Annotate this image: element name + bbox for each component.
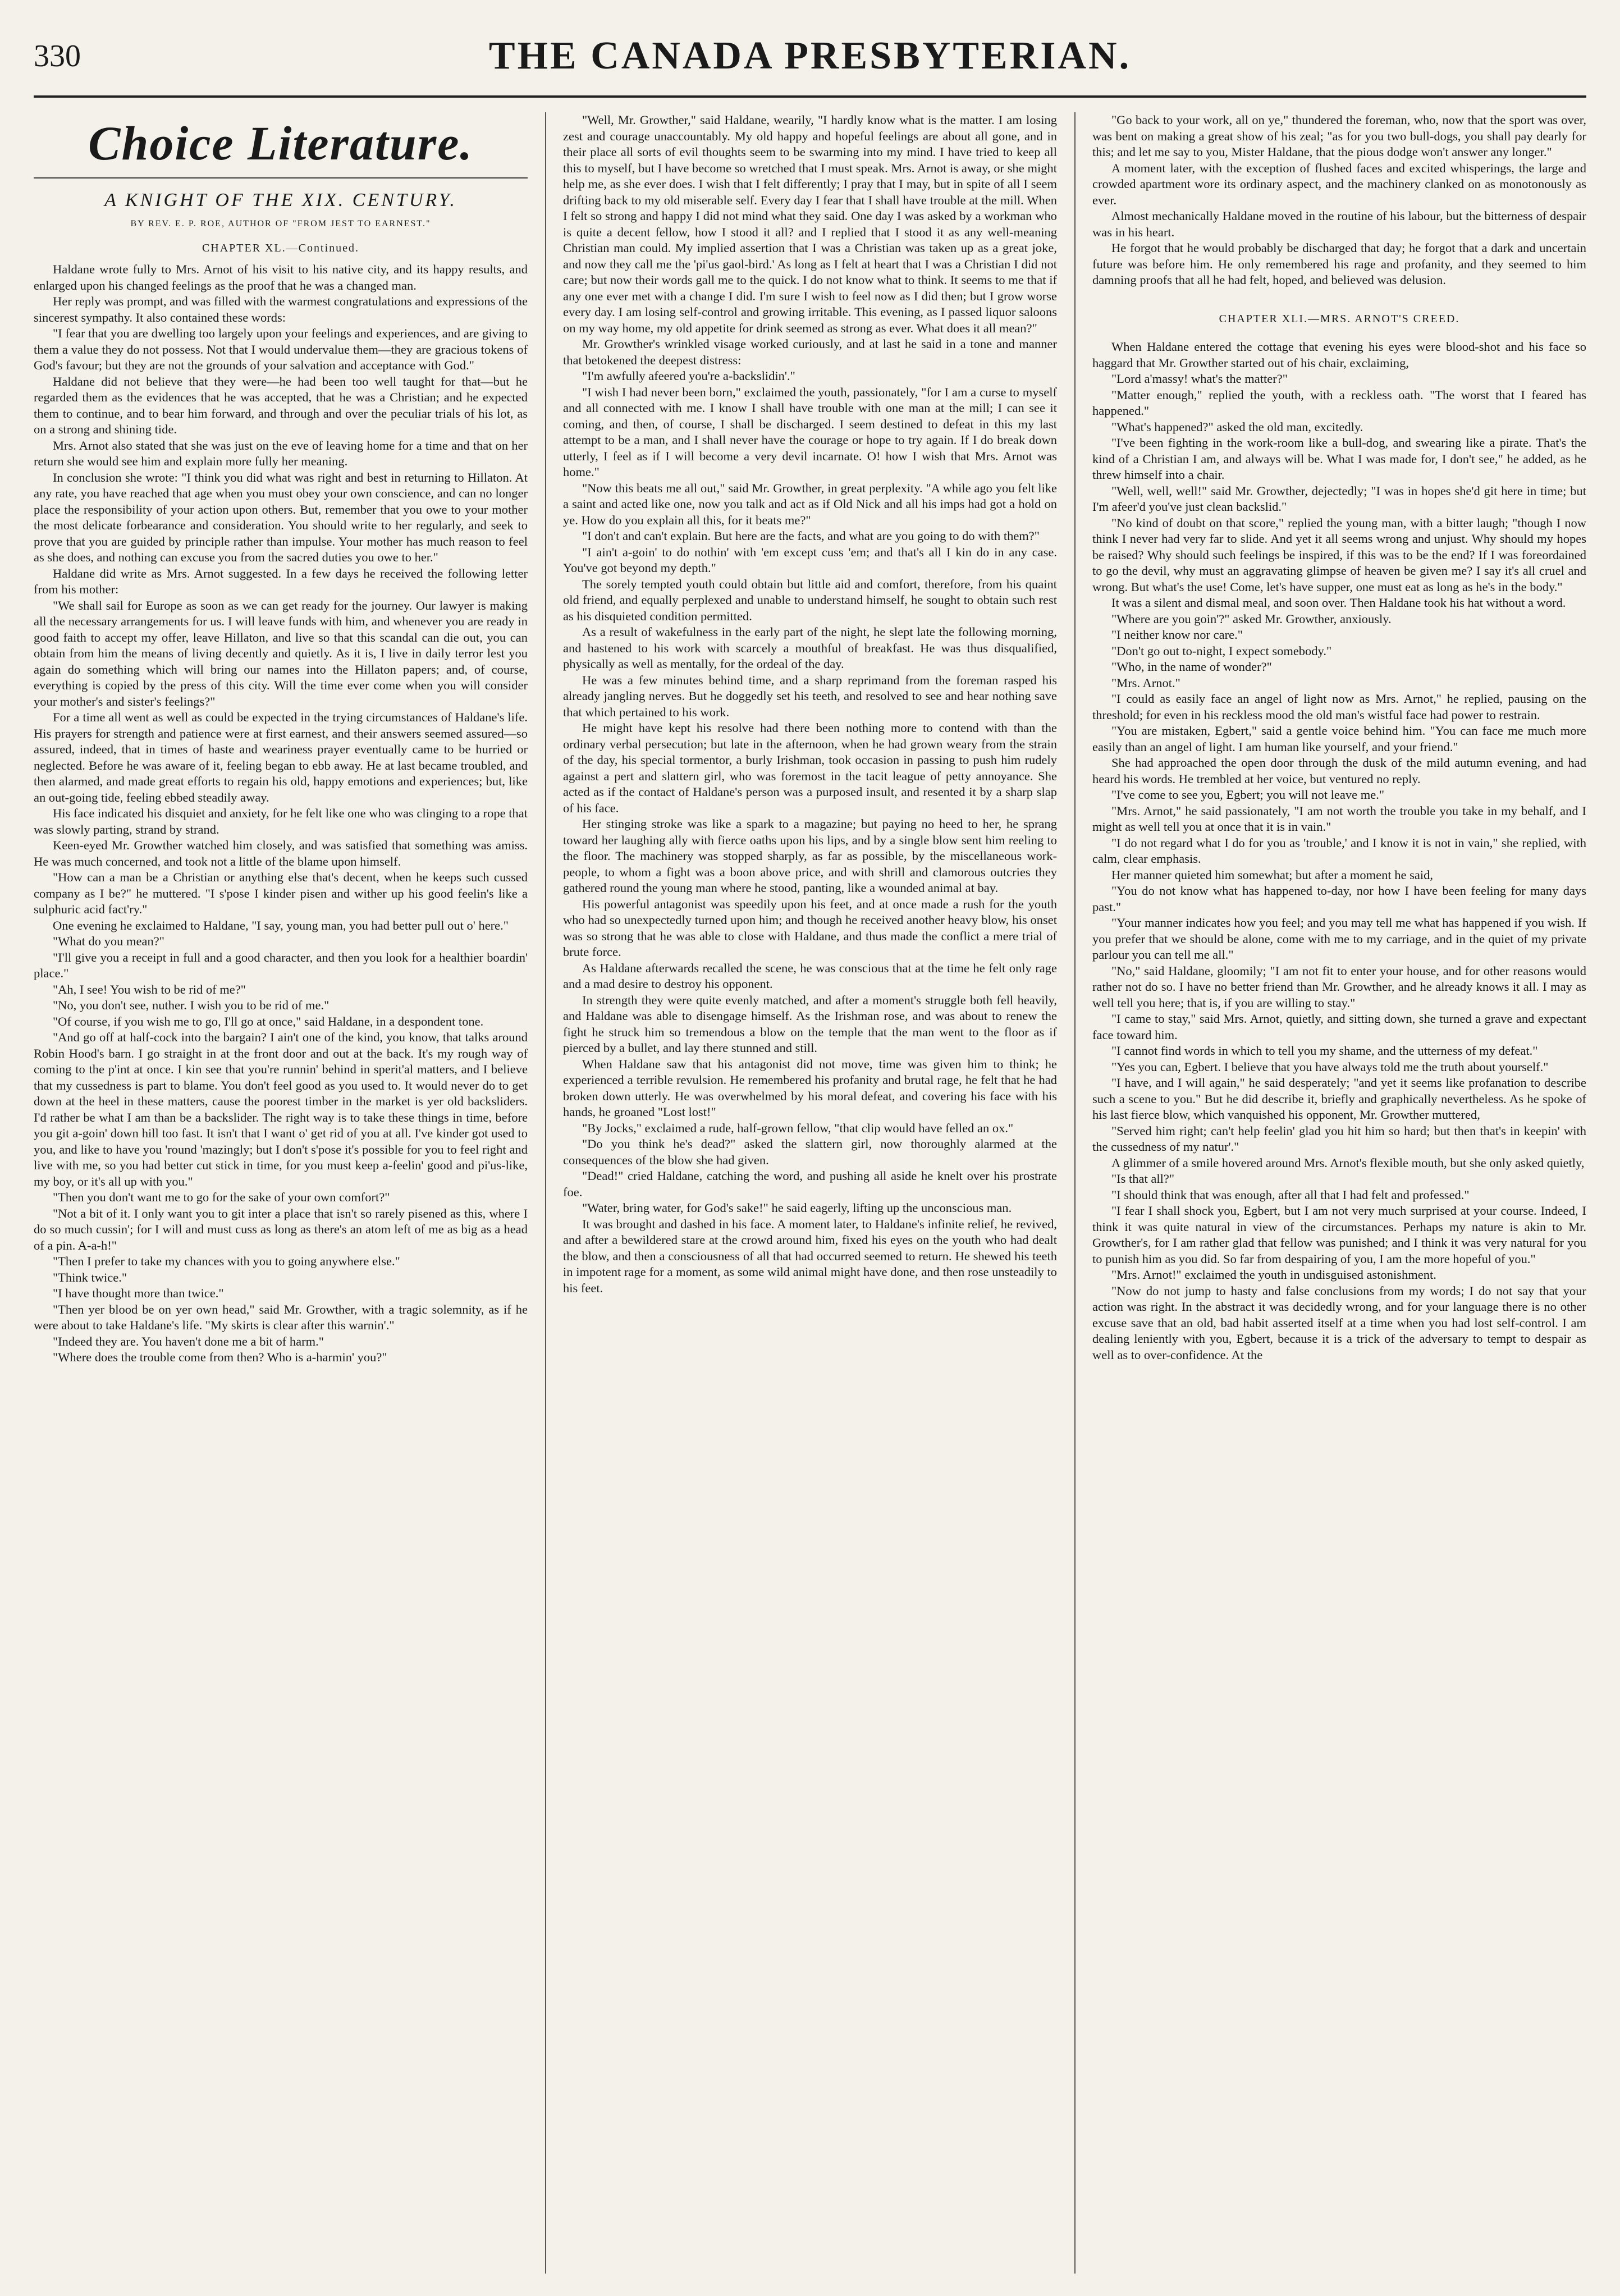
paragraph: Haldane did write as Mrs. Arnot suggested. In a few days he received the following letter from his mother: [34, 566, 528, 596]
paragraph: A glimmer of a smile hovered around Mrs. Arnot's flexible mouth, but she only asked quietly, [1111, 1155, 1585, 1170]
paragraph: A moment later, with the exception of flushed faces and excited whisperings, the large and crowded apartment wore its ordinary aspect, and the machinery clanked on as monotonously as ever. [1092, 161, 1586, 207]
paragraph: The sorely tempted youth could obtain but little aid and comfort, therefore, from his quaint old friend, and equally perplexed and unable to understand himself, he sought to obtain such rest as his disquieted condition permitted. [563, 577, 1057, 623]
paragraph: It was a silent and dismal meal, and soon over. Then Haldane took his hat without a word. [1111, 596, 1566, 610]
paragraph: His face indicated his disquiet and anxiety, for he felt like one who was clinging to a rope that was slowly parting, strand by strand. [34, 806, 528, 836]
paragraph: "Do you think he's dead?" asked the slattern girl, now thoroughly alarmed at the consequences of the blow she had given. [563, 1137, 1057, 1167]
column-3-body-bottom [1092, 339, 1586, 1363]
page-number: 330 [34, 39, 81, 74]
paragraph: Almost mechanically Haldane moved in the routine of his labour, but the bitterness of despair was in his heart. [1092, 209, 1586, 239]
paragraph: "Mrs. Arnot!" exclaimed the youth in undisguised astonishment. [1111, 1268, 1436, 1282]
paragraph: "I've come to see you, Egbert; you will not leave me." [1111, 788, 1385, 802]
paragraph: "No," said Haldane, gloomily; "I am not fit to enter your house, and for other reasons would rather not do so. I have no better friend than Mr. Growther, and he already knows it all. I may as well tell you here; that is, if you are willing to stay." [1092, 963, 1586, 1010]
paragraph: "Then I prefer to take my chances with you to going anywhere else." [53, 1254, 400, 1268]
column-1-body [34, 262, 528, 1366]
story-title: A KNIGHT OF THE XIX. CENTURY. [104, 190, 457, 211]
paragraph: Haldane wrote fully to Mrs. Arnot of his visit to his native city, and its happy results, and enlarged upon his changed feelings as the proof that he was a changed man. [34, 262, 528, 292]
paragraph: He might have kept his resolve had there been nothing more to contend with than the ordinary verbal persecution; but late in the afternoon, when he had grown weary from the strain of the day, his special tormentor, a burly Irishman, took occasion in passing to push him rudely against a pert and slattern girl, who was foremost in the tacit league of petty annoyance. She acted as if the contact of Haldane's person was a purposed insult, and resented it by a sharp slap of his face. [563, 721, 1057, 815]
paragraph: "Served him right; can't help feelin' glad you hit him so hard; but then that's in keepin' with the cussedness of my natur'." [1092, 1123, 1586, 1154]
paragraph: "I should think that was enough, after all that I had felt and professed." [1111, 1187, 1470, 1202]
paragraph: "Who, in the name of wonder?" [1111, 660, 1272, 674]
paragraph: "We shall sail for Europe as soon as we can get ready for the journey. Our lawyer is making all the necessary arrangements for us. I will leave funds with him, and whenever you are ready in good faith to accept my offer, leave Hillaton, and live so that this scandal can die out, you can obtain from him the means of living decently and quietly. As it is, I live in daily terror lest you again do something which will bring our names into the Hillaton papers; and, of course, everything is copied by the press of this city. Will the time ever come when you will consider your mother's and sister's feelings?" [34, 598, 528, 708]
byline: BY REV. E. P. ROE, AUTHOR OF "FROM JEST TO EARNEST." [130, 219, 431, 228]
paragraph: "I could as easily face an angel of light now as Mrs. Arnot," he replied, pausing on the threshold; for even in his reckless mood the old man's wistful face had power to restrain. [1092, 692, 1586, 722]
paragraph: She had approached the open door through the dusk of the mild autumn evening, and had heard his words. He trembled at her voice, but ventured no reply. [1092, 756, 1586, 786]
paragraph: "Don't go out to-night, I expect somebody." [1111, 643, 1332, 658]
paragraph: "Now do not jump to hasty and false conclusions from my words; I do not say that your action was right. In the abstract it was decidedly wrong, and for your language there is no other excuse save that an old, bad habit asserted itself at a time when you had lost self-control. I am dealing leniently with you, Egbert, because it is a trick of the adversary to tempt to despair as well as to over-confidence. At the [1092, 1283, 1586, 1362]
paragraph: "Your manner indicates how you feel; and you may tell me what has happened if you wish. If you prefer that we should be alone, come with me to my carriage, and in the quiet of my private parlour you can tell me all." [1092, 916, 1586, 962]
masthead-title: THE CANADA PRESBYTERIAN. [488, 34, 1132, 77]
paragraph: "Mrs. Arnot," he said passionately, "I am not worth the trouble you take in my behalf, and I might as well tell you at once that it is in vain." [1092, 803, 1586, 834]
paragraph: For a time all went as well as could be expected in the trying circumstances of Haldane's life. His prayers for strength and patience were at first earnest, and their answers seemed assured—so assured, indeed, that in times of haste and weariness prayer eventually came to be hurried or neglected. Before he was aware of it, feeling began to ebb away. He at last became troubled, and then alarmed, and made great efforts to regain his old, happy emotions and experiences; but, like an out-going tide, feeling ebbed steadily away. [34, 710, 528, 804]
paragraph: "I have, and I will again," he said desperately; "and yet it seems like profanation to describe such a scene to you." But he did describe it, briefly and graphically nevertheless. As he spoke of his last fierce blow, which vanquished his opponent, Mr. Growther muttered, [1092, 1076, 1586, 1122]
paragraph: "Where does the trouble come from then? Who is a-harmin' you?" [53, 1350, 387, 1364]
page-header [34, 34, 1586, 98]
paragraph: Her stinging stroke was like a spark to a magazine; but paying no heed to her, he sprang toward her laughing ally with fierce oaths upon his lips, and by a single blow sent him reeling to the floor. The machinery was stopped sharply, as far as possible, by the miscellaneous work-people, to whom a fight was a boon above price, and with shrill and clamorous outcries they gathered round the young man where he stood, panting, like a wounded animal at bay. [563, 817, 1057, 895]
paragraph: "I ain't a-goin' to do nothin' with 'em except cuss 'em; and that's all I kin do in any case. You've got beyond my depth." [563, 545, 1057, 575]
paragraph: "Go back to your work, all on ye," thundered the foreman, who, now that the sport was over, was bent on making a great show of his zeal; "as for you two bull-dogs, you shall pay dearly for this; and let me say to you, Mister Haldane, that the pious dodge won't answer any longer." [1092, 113, 1586, 159]
column-3-body-top [1092, 112, 1586, 289]
paragraph: He forgot that he would probably be discharged that day; he forgot that a dark and uncertain future was before him. He only remembered his rage and profanity, and they seemed to him damning proofs that all he had felt, hoped, and believed was delusion. [1092, 241, 1586, 287]
column-divider [545, 112, 546, 2274]
paragraph: As Haldane afterwards recalled the scene, he was conscious that at the time he felt only rage and a mad desire to destroy his opponent. [563, 961, 1057, 991]
paragraph: "Matter enough," replied the youth, with a reckless oath. "The worst that I feared has happened." [1092, 387, 1586, 418]
paragraph: "What's happened?" asked the old man, excitedly. [1111, 419, 1363, 434]
paragraph: "By Jocks," exclaimed a rude, half-grown fellow, "that clip would have felled an ox." [582, 1120, 1014, 1135]
paragraph: Her reply was prompt, and was filled with the warmest congratulations and expressions of the sincerest sympathy. It also contained these words: [34, 294, 528, 324]
paragraph: "I came to stay," said Mrs. Arnot, quietly, and sitting down, she turned a grave and expectant face toward him. [1092, 1012, 1586, 1042]
paragraph: "I wish I had never been born," exclaimed the youth, passionately, "for I am a curse to myself and all connected with me. I know I shall have trouble with one man at the mill; I can see it coming, and then, of course, I shall be discharged. I seem destined to defeat in this my last attempt to be a man, and I shall never have the courage or hope to try again. If I do break down utterly, I feel as if I will become a very devil incarnate. O! how I wish that Mrs. Arnot was home." [563, 385, 1057, 479]
paragraph: "Then you don't want me to go for the sake of your own comfort?" [53, 1190, 390, 1204]
paragraph: When Haldane saw that his antagonist did not move, time was given him to think; he experienced a terrible revulsion. He remembered his profanity and brutal rage, he felt that he had broken down utterly. He was overwhelmed by his moral defeat, and covering his face with his hands, he groaned "Lost lost!" [563, 1056, 1057, 1119]
paragraph: Haldane did not believe that they were—he had been too well taught for that—but he regarded them as the evidences that he was accepted, that he was a Christian; and he expected them to continue, and to bear him forward, and through and over the peculiar trials of his lot, as on a strong and shining tide. [34, 374, 528, 436]
paragraph: "I don't and can't explain. But here are the facts, and what are you going to do with them?" [582, 529, 1040, 543]
paragraph: "I have thought more than twice." [53, 1286, 224, 1300]
paragraph: He was a few minutes behind time, and a sharp reprimand from the foreman rasped his already jangling nerves. But he doggedly set his teeth, and resolved to see and hear nothing save that which pertained to his work. [563, 673, 1057, 719]
article-columns [34, 112, 1586, 2274]
paragraph: "Of course, if you wish me to go, I'll go at once," said Haldane, in a despondent tone. [53, 1014, 484, 1028]
paragraph: When Haldane entered the cottage that evening his eyes were blood-shot and his face so haggard that Mr. Growther started out of his chair, exclaiming, [1092, 340, 1586, 370]
paragraph: In conclusion she wrote: "I think you did what was right and best in returning to Hillaton. At any rate, you have reached that age when you must obey your own conscience, and can no longer place the responsibility of your action upon others. But, remember that you owe to your mother the most delicate forbearance and consideration. You should write to her regularly, and seek to prove that you are guided by principle rather than impulse. Your mother has much reason to feel as she does, and nothing can excuse you from the sacred duties you owe to her." [34, 470, 528, 564]
paragraph: "I neither know nor care." [1111, 628, 1243, 642]
paragraph: "Ah, I see! You wish to be rid of me?" [53, 982, 246, 996]
paragraph: "Well, Mr. Growther," said Haldane, wearily, "I hardly know what is the matter. I am losing zest and courage unaccountably. My old happy and hopeful feelings are about all gone, and in their place all sorts of evil thoughts seem to be swarming into my mind. I have tried to keep all this to myself, but I have become so wretched that I must speak. Mrs. Arnot is away, or she might help me, as she ever does. I wish that I felt differently; I pray that I may, but in spite of all I seem drifting back to my old miserable self. Every day I fear that I shall have trouble at the mill. When I felt so strong and happy I did not mind what they said. One day I was asked by a workman who is quite a decent fellow, how I stood it all? and I replied that I stood it as any well-meaning Christian man could. My implied assertion that I was a Christian was taken up as a great joke, and now they call me the 'pi'us gaol-bird.' As long as I felt at heart that I was a Christian I did not care; but now their words gall me to the quick. I do not know what to think. It seems to me that if any one ever met with a change I did. I'm sure I wish to feel now as I did then; but I grow worse every day. I am losing self-control and growing irritable. This evening, as I passed liquor saloons on my way home, my old appetite for drink seemed as strong as ever. What does it all mean?" [563, 113, 1057, 335]
paragraph: One evening he exclaimed to Haldane, "I say, young man, you had better pull out o' here." [53, 918, 509, 932]
column-divider [1074, 112, 1076, 2274]
paragraph: "Not a bit of it. I only want you to git inter a place that isn't so rarely pisened as this, where I do so much cussin'; for I will and must cuss as long as there's an atom left of me as big as a head of a pin. A-a-h!" [34, 1206, 528, 1252]
paragraph: "I'll give you a receipt in full and a good character, and then you look for a healthier boardin' place." [34, 950, 528, 980]
paragraph: It was brought and dashed in his face. A moment later, to Haldane's infinite relief, he revived, and after a bewildered stare at the crowd around him, fixed his eyes on the youth who had dealt the blow, and then a consciousness of all that had occurred seemed to return. He shewed his teeth in impotent rage for a moment, as some wild animal might have done, and then rose unsteadily to his feet. [563, 1216, 1057, 1295]
paragraph: "What do you mean?" [53, 934, 164, 948]
paragraph: "How can a man be a Christian or anything else that's decent, when he keeps such cussed company as I be?" he muttered. "I s'pose I kinder pisen and wither up his good feelin's like a sulphuric acid fact'ry." [34, 870, 528, 916]
paragraph: "Yes you can, Egbert. I believe that you have always told me the truth about yourself." [1111, 1059, 1549, 1074]
paragraph: His powerful antagonist was speedily upon his feet, and at once made a rush for the youth who had so unexpectedly turned upon him; and though he received another heavy blow, his onset was so strong that he was able to close with Haldane, and thus made the conflict a mere trial of brute force. [563, 897, 1057, 959]
paragraph: "No kind of doubt on that score," replied the young man, with a bitter laugh; "though I now think I never had very far to slide. And yet it all seems wrong and unjust. Why should my hopes be raised? Why should such feelings be inspired, if this was to be the end? If I was foreordained to go the devil, why must an aggravating glimpse of heaven be given me? I say it's all cruel and wrong. But what's the use! Come, let's have supper, one must eat as long as he's in the body." [1092, 515, 1586, 594]
paragraph: "I cannot find words in which to tell you my shame, and the utterness of my defeat." [1111, 1044, 1538, 1058]
paragraph: "Where are you goin'?" asked Mr. Growther, anxiously. [1111, 611, 1392, 626]
section-title: Choice Literature. [34, 112, 528, 179]
paragraph: "Then yer blood be on yer own head," said Mr. Growther, with a tragic solemnity, as if he were about to take Haldane's life. "My skirts is clear after this warnin'." [34, 1302, 528, 1332]
paragraph: "No, you don't see, nuther. I wish you to be rid of me." [53, 998, 330, 1012]
column-2-body [563, 112, 1057, 1296]
chapter-heading: CHAPTER XLI.—MRS. ARNOT'S CREED. [1219, 312, 1460, 325]
paragraph: As a result of wakefulness in the early part of the night, he slept late the following morning, and hastened to his work with scarcely a mouthful of breakfast. He was thus disqualified, physically as well as mentally, for the ordeal of the day. [563, 625, 1057, 671]
paragraph: "Water, bring water, for God's sake!" he said eagerly, lifting up the unconscious man. [582, 1201, 1012, 1215]
paragraph: "And go off at half-cock into the bargain? I ain't one of the kind, you know, that talks around Robin Hood's barn. I go straight in at the front door and out at the back. It's my rough way of coming to the p'int at once. I kin see that you're runnin' behind in sperit'al matters, and I believe that my cussedness is part to blame. You don't feel good as you used to. It would never do to get down at the heel in these matters, cause the poorest timber in the market is yer old backsliders. I'd rather be what I am than be a backslider. The right way is to take these things in time, before you git a-goin' down hill too fast. It isn't that I want o' get rid of you at all. I've kinder got used to you, and like to have you 'round 'mazingly; but I don't s'pose it's possible for you to feel right and live with me, so you had better cut stick in time, for you must keep a-feelin' good and pi'us-like, my boy, or it's all up with you." [34, 1030, 528, 1188]
paragraph: In strength they were quite evenly matched, and after a moment's struggle both fell heavily, and Haldane was able to disengage himself. As the Irishman rose, and was about to renew the fight he struck him so tremendous a blow on the temple that the man went to the floor as if pierced by a bullet, and lay there stunned and still. [563, 993, 1057, 1055]
chapter-heading-continued: CHAPTER XL.—Continued. [202, 241, 360, 254]
column-2 [563, 112, 1057, 2274]
paragraph: "Now this beats me all out," said Mr. Growther, in great perplexity. "A while ago you felt like a saint and acted like one, now you talk and act as if Old Nick and all his imps had got a hold on ye. How do you explain all this, for it beats me?" [563, 481, 1057, 527]
paragraph: Mr. Growther's wrinkled visage worked curiously, and at last he said in a tone and manner that betokened the deepest distress: [563, 337, 1057, 367]
paragraph: "Mrs. Arnot." [1111, 675, 1180, 690]
paragraph: "Think twice." [53, 1270, 127, 1284]
paragraph: "I'm awfully afeered you're a-backslidin'." [582, 369, 795, 383]
paragraph: "Is that all?" [1111, 1172, 1175, 1186]
paragraph: "I've been fighting in the work-room like a bull-dog, and swearing like a pirate. That's the kind of a Christian I am, and always will be. What I was made for, I don't see," he added, as he threw himself into a chair. [1092, 436, 1586, 482]
paragraph: Keen-eyed Mr. Growther watched him closely, and was satisfied that something was amiss. He was much concerned, and took not a little of the blame upon himself. [34, 838, 528, 868]
paragraph: "Lord a'massy! what's the matter?" [1111, 372, 1288, 386]
column-1 [34, 112, 528, 2274]
paragraph: Mrs. Arnot also stated that she was just on the eve of leaving home for a time and that on her return she would see him and explain more fully her meaning. [34, 438, 528, 468]
paragraph: "You do not know what has happened to-day, nor how I have been feeling for many days past." [1092, 884, 1586, 914]
paragraph: "You are mistaken, Egbert," said a gentle voice behind him. "You can face me much more easily than an angel of light. I am human like yourself, and your friend." [1092, 724, 1586, 754]
paragraph: "I fear I shall shock you, Egbert, but I am not very much surprised at your course. Indeed, I think it was quite natural in view of the circumstances. Perhaps my nature is akin to Mr. Growther's, for I am rather glad that fellow was punished; and I think it was very natural for you to punish him as you did. So far from despairing of you, I am the more hopeful of you." [1092, 1204, 1586, 1266]
paragraph: "I fear that you are dwelling too largely upon your feelings and experiences, and are giving to them a value they do not possess. Not that I would undervalue them—they are gracious tokens of God's favour; but they are not the grounds of your salvation and acceptance with God." [34, 326, 528, 372]
paragraph: "Indeed they are. You haven't done me a bit of harm." [53, 1334, 324, 1348]
paragraph: "I do not regard what I do for you as 'trouble,' and I know it is not in vain," she replied, with calm, clear emphasis. [1092, 835, 1586, 866]
paragraph: "Well, well, well!" said Mr. Growther, dejectedly; "I was in hopes she'd git here in time; but I'm afeer'd you've just clean backslid." [1092, 483, 1586, 514]
paragraph: "Dead!" cried Haldane, catching the word, and pushing all aside he knelt over his prostrate foe. [563, 1169, 1057, 1199]
column-3 [1092, 112, 1586, 2274]
paragraph: Her manner quieted him somewhat; but after a moment he said, [1111, 867, 1433, 882]
